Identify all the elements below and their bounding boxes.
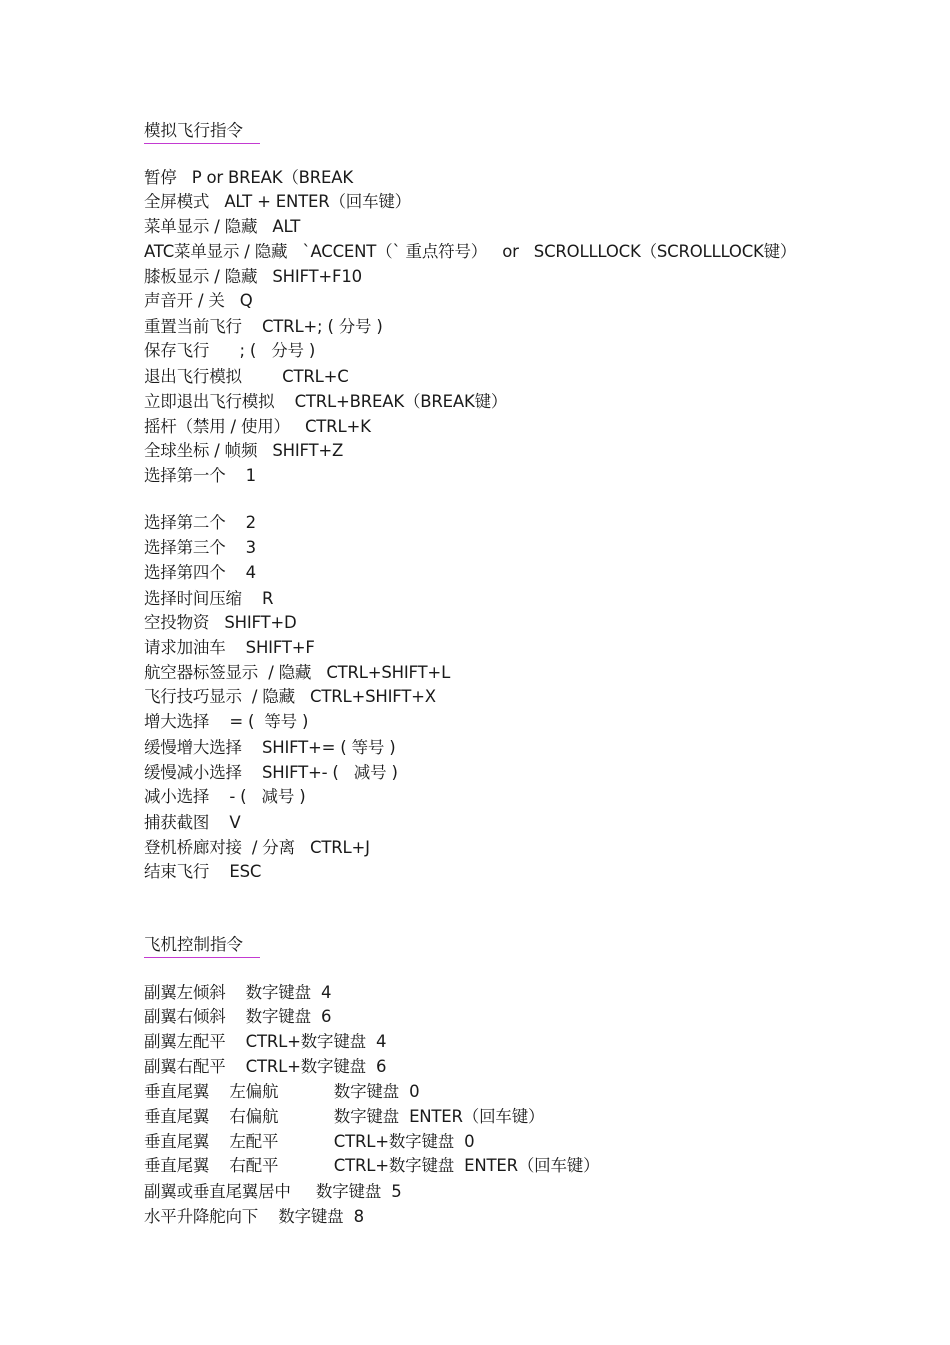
command-line: 缓慢减小选择 SHIFT+- ( 减号 ) [144, 763, 398, 782]
command-line: 全球坐标 / 帧频 SHIFT+Z [144, 441, 344, 460]
command-line: ATC菜单显示 / 隐藏 `ACCENT（` 重点符号） or SCROLLLOCK（SCROLLLOCK键） [144, 242, 797, 261]
command-line: 副翼右倾斜 数字键盘 6 [144, 1007, 332, 1026]
command-line: 退出飞行模拟 CTRL+C [144, 367, 349, 386]
command-line: 重置当前飞行 CTRL+; ( 分号 ) [144, 317, 383, 336]
section-heading [144, 935, 243, 955]
command-line: 选择第四个 4 [144, 563, 256, 582]
command-line: 声音开 / 关 Q [144, 291, 253, 310]
command-line: 登机桥廊对接 / 分离 CTRL+J [144, 838, 370, 857]
command-line: 水平升降舵向下 数字键盘 8 [144, 1207, 364, 1226]
command-line: 选择第三个 3 [144, 538, 256, 557]
command-line: 垂直尾翼 右偏航 数字键盘 ENTER（回车键） [144, 1107, 545, 1126]
command-line: 选择第二个 2 [144, 513, 256, 532]
heading-underline [144, 143, 260, 144]
command-line: 垂直尾翼 左偏航 数字键盘 0 [144, 1082, 420, 1101]
command-line: 选择时间压缩 R [144, 589, 274, 608]
command-line: 菜单显示 / 隐藏 ALT [144, 217, 301, 236]
command-line: 摇杆（禁用 / 使用） CTRL+K [144, 417, 371, 436]
command-line: 飞行技巧显示 / 隐藏 CTRL+SHIFT+X [144, 687, 436, 706]
command-line: 捕获截图 V [144, 813, 241, 832]
command-line: 立即退出飞行模拟 CTRL+BREAK（BREAK键） [144, 392, 508, 411]
section-heading-text: 模拟飞行指令 [144, 121, 243, 140]
command-line: 副翼或垂直尾翼居中 数字键盘 5 [144, 1182, 402, 1201]
command-line: 缓慢增大选择 SHIFT+= ( 等号 ) [144, 738, 396, 757]
command-line: 垂直尾翼 左配平 CTRL+数字键盘 0 [144, 1132, 475, 1151]
command-line: 副翼左配平 CTRL+数字键盘 4 [144, 1032, 387, 1051]
section-heading [144, 121, 243, 141]
command-line: 结束飞行 ESC [144, 862, 262, 881]
command-line: 膝板显示 / 隐藏 SHIFT+F10 [144, 267, 362, 286]
command-line: 增大选择 = ( 等号 ) [144, 712, 309, 731]
command-line: 航空器标签显示 / 隐藏 CTRL+SHIFT+L [144, 663, 451, 682]
section-heading-text: 飞机控制指令 [144, 935, 243, 954]
command-line: 暂停 P or BREAK（BREAK [144, 168, 353, 187]
command-line: 副翼左倾斜 数字键盘 4 [144, 983, 332, 1002]
heading-underline [144, 957, 260, 958]
command-line: 请求加油车 SHIFT+F [144, 638, 315, 657]
command-line: 全屏模式 ALT + ENTER（回车键） [144, 192, 411, 211]
command-line: 空投物资 SHIFT+D [144, 613, 297, 632]
command-line: 垂直尾翼 右配平 CTRL+数字键盘 ENTER（回车键） [144, 1156, 600, 1175]
command-line: 副翼右配平 CTRL+数字键盘 6 [144, 1057, 387, 1076]
command-line: 保存飞行 ; ( 分号 ) [144, 341, 316, 360]
command-line: 减小选择 - ( 减号 ) [144, 787, 306, 806]
command-line: 选择第一个 1 [144, 466, 256, 485]
